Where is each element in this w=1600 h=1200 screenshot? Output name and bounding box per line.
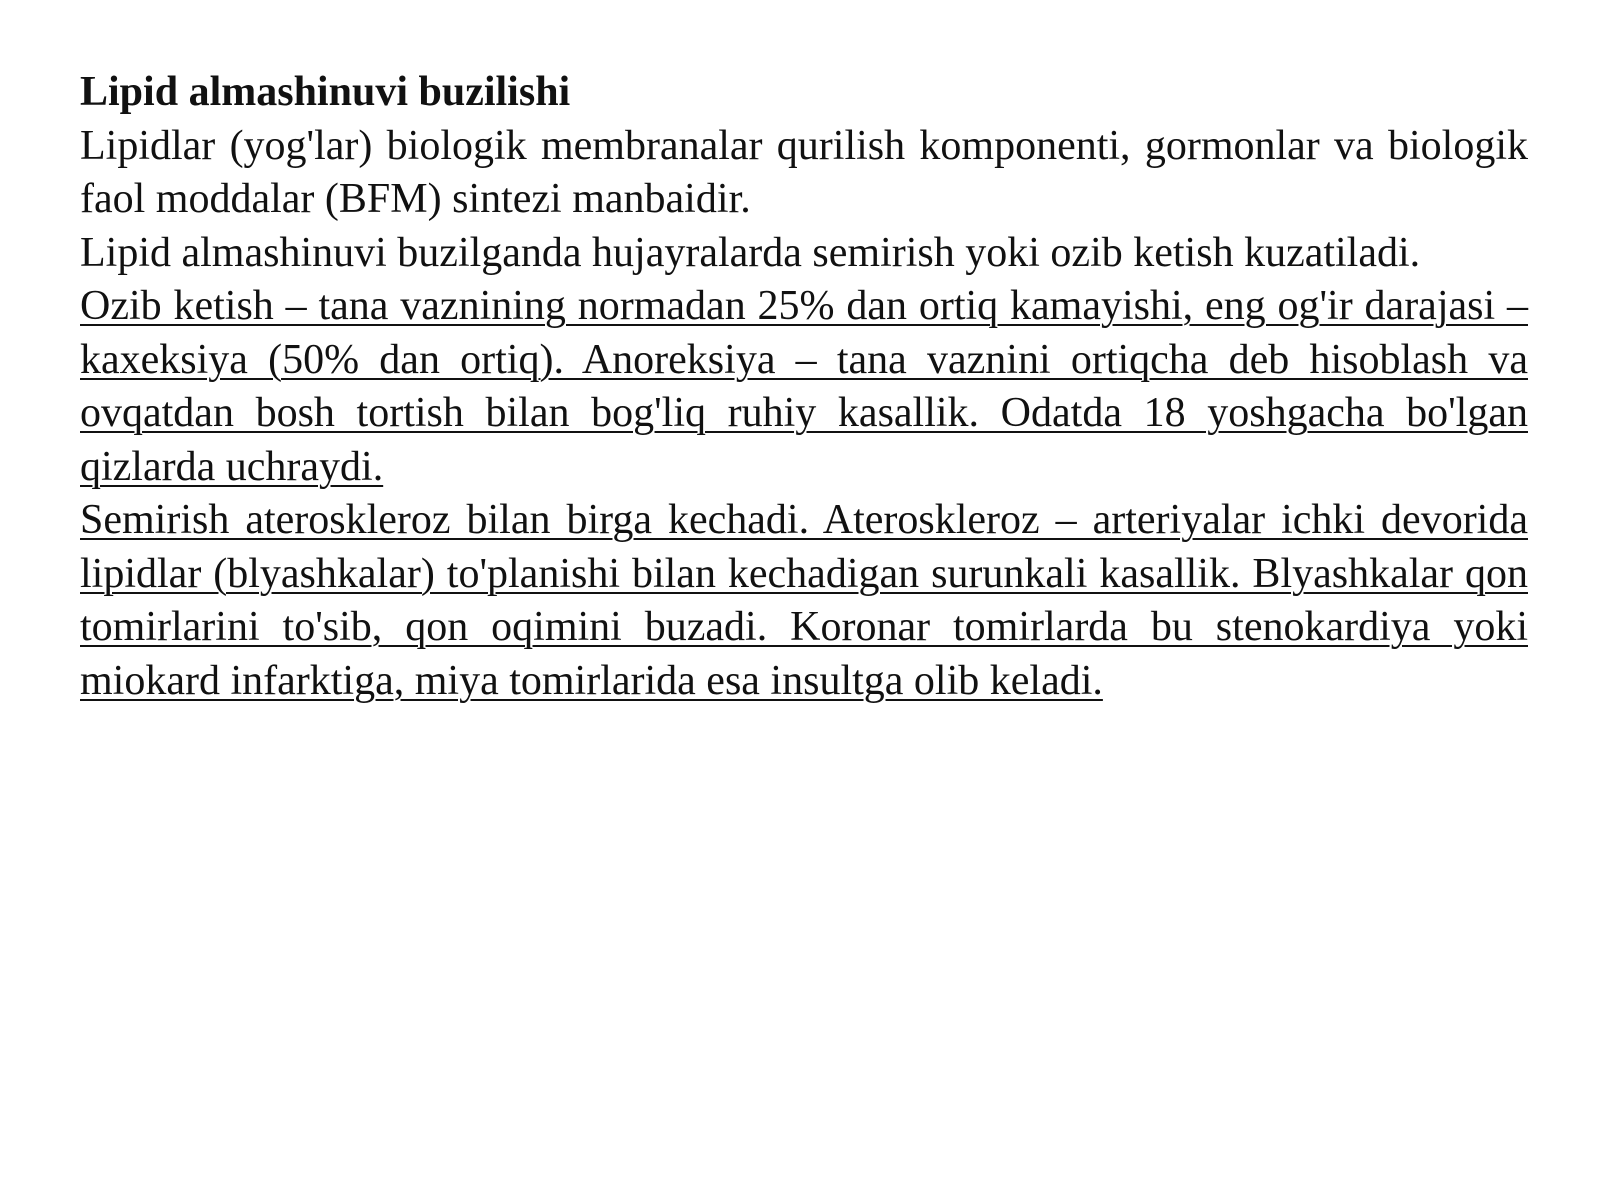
paragraph-weight-loss: Ozib ketish – tana vaznining normadan 25% dan ortiq kamayishi, eng og'ir darajasi – kaxeksiya (50% dan ortiq). Anoreksiya – tana vaznini ortiqcha deb hisoblash va ovqatdan bosh tortish bilan bog'liq ruhiy kasallik. Odatda 18 yoshgacha bo'lgan qizlarda uchraydi.	[80, 283, 1528, 490]
paragraph-lipid-disorder: Lipid almashinuvi buzilganda hujayralarda semirish yoki ozib ketish kuzatiladi.	[80, 229, 1421, 276]
paragraph-lipids-definition: Lipidlar (yog'lar) biologik membranalar qurilish komponenti, gormonlar va biologik faol moddalar (BFM) sintezi manbaidir.	[80, 122, 1528, 222]
page-title: Lipid almashinuvi buzilishi	[80, 69, 571, 115]
text-block	[80, 66, 1528, 708]
paragraph-atherosclerosis: Semirish ateroskleroz bilan birga kechadi. Ateroskleroz – arteriyalar ichki devorida lipidlar (blyashkalar) to'planishi bilan kechadigan surunkali kasallik. Blyashkalar qon tomirlarini to'sib, qon oqimini buzadi. Koronar tomirlarda bu stenokardiya yoki miokard infarktiga, miya tomirlarida esa insultga olib keladi.	[80, 497, 1528, 704]
